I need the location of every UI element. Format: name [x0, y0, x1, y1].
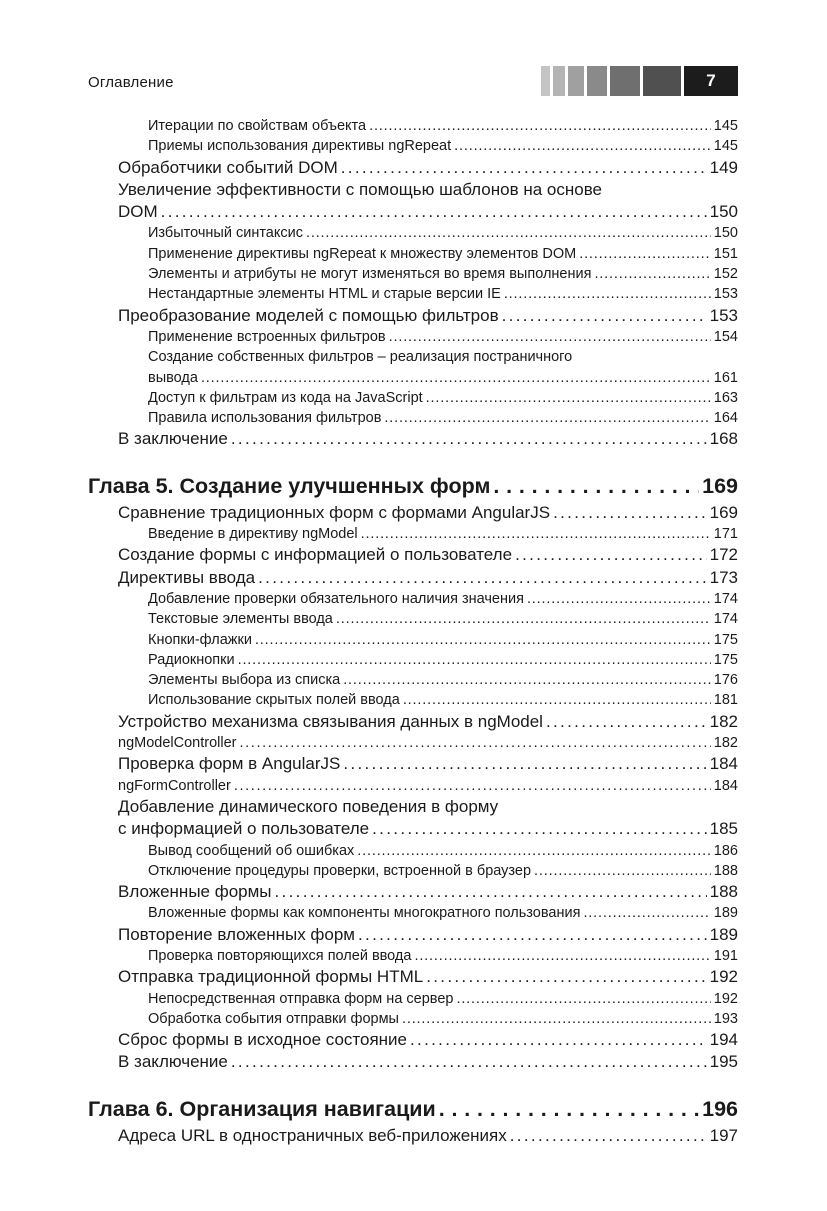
page-header [88, 66, 738, 96]
toc-entry-page: 150 [713, 225, 738, 242]
toc-entry-title: Применение встроенных фильтров [148, 328, 386, 345]
toc-entry-title: Текстовые элементы ввода [148, 611, 333, 628]
toc-entry[interactable] [88, 1051, 738, 1073]
toc-entry[interactable] [88, 690, 738, 710]
chapter-page: 196 [702, 1096, 738, 1121]
dot-leader [231, 1051, 707, 1073]
dot-leader [358, 924, 707, 946]
dot-leader [306, 223, 711, 243]
toc-entry-title: Проверка повторяющихся полей ввода [148, 947, 412, 964]
chapter-title: Глава 5. Создание улучшенных форм [88, 473, 491, 498]
toc-entry-page: 168 [709, 429, 738, 449]
toc-entry[interactable] [88, 428, 738, 450]
toc-entry-page: 164 [713, 410, 738, 427]
toc-entry-title: Элементы выбора из списка [148, 672, 341, 689]
toc-entry-title: ngModelController [118, 735, 237, 752]
toc-entry[interactable] [88, 388, 738, 408]
toc-entry[interactable] [88, 408, 738, 428]
toc-entry-title: Радиокнопки [148, 651, 235, 668]
toc-entry[interactable] [88, 924, 738, 946]
page-number: 7 [684, 66, 738, 96]
dot-leader [579, 244, 711, 264]
dot-leader [238, 650, 711, 670]
dot-leader [258, 567, 706, 589]
toc-entry-title: ngFormController [118, 777, 231, 794]
dot-leader [275, 881, 707, 903]
toc-entry[interactable] [88, 818, 738, 840]
chapter-page: 169 [702, 473, 738, 498]
toc-entry-page: 151 [713, 245, 738, 262]
toc-entry-page: 194 [709, 1030, 738, 1050]
dot-leader [361, 524, 711, 544]
toc-entry-title: Применение директивы ngRepeat к множеству элементов DOM [148, 245, 577, 262]
toc-entry[interactable] [88, 881, 738, 903]
toc-entry-title: Вложенные формы [118, 882, 272, 902]
dot-leader [510, 1125, 707, 1147]
toc-chapter-6[interactable] [88, 1095, 738, 1123]
toc-entry[interactable] [88, 841, 738, 861]
toc-entry-page: 175 [713, 631, 738, 648]
toc-entry-page: 181 [713, 692, 738, 709]
dot-leader [515, 544, 707, 566]
toc-entry[interactable] [88, 157, 738, 179]
toc-entry[interactable] [88, 567, 738, 589]
toc-entry-first-line[interactable]: Увеличение эффективности с помощью шаблонов на основе [118, 179, 602, 199]
toc-entry[interactable] [88, 861, 738, 881]
toc-entry-page: 184 [709, 754, 738, 774]
toc-entry[interactable] [88, 305, 738, 327]
toc-entry[interactable] [88, 1009, 738, 1029]
toc-entry-title: с информацией о пользователе [118, 819, 370, 839]
toc-entry-title: Избыточный синтаксис [148, 225, 303, 242]
toc-entry[interactable] [88, 544, 738, 566]
dot-leader [553, 502, 707, 524]
toc-entry-title: Правила использования фильтров [148, 410, 382, 427]
toc-entry-page: 163 [713, 389, 738, 406]
toc-entry-page: 193 [713, 1010, 738, 1027]
toc-entry-title: В заключение [118, 429, 228, 449]
header-bar [610, 66, 640, 96]
dot-leader [527, 589, 711, 609]
toc-entry[interactable] [88, 524, 738, 544]
dot-leader [403, 690, 711, 710]
toc-entry[interactable] [88, 116, 738, 136]
toc-entry[interactable] [88, 966, 738, 988]
toc-entry[interactable] [88, 650, 738, 670]
dot-leader [341, 157, 707, 179]
toc-entry-page: 174 [713, 611, 738, 628]
toc-entry[interactable] [88, 223, 738, 243]
dot-leader [357, 841, 711, 861]
toc-entry[interactable] [88, 903, 738, 923]
toc-entry[interactable] [88, 630, 738, 650]
header-decoration [538, 66, 738, 96]
dot-leader [534, 861, 711, 881]
header-bar [541, 66, 550, 96]
dot-leader [456, 989, 710, 1009]
toc-entry-page: 188 [713, 862, 738, 879]
toc-entry-title: Сброс формы в исходное состояние [118, 1030, 407, 1050]
toc-entry-page: 169 [709, 502, 738, 522]
toc-entry[interactable] [88, 264, 738, 284]
dot-leader [231, 428, 707, 450]
toc-entry-page: 145 [713, 118, 738, 134]
toc-entry[interactable] [88, 711, 738, 733]
toc-entry[interactable] [88, 989, 738, 1009]
toc-entry-page: 188 [709, 882, 738, 902]
dot-leader [372, 818, 706, 840]
toc-entry-page: 192 [709, 967, 738, 987]
toc-entry-page: 189 [713, 905, 738, 922]
toc-entry[interactable] [88, 670, 738, 690]
toc-entry-title: DOM [118, 202, 158, 222]
header-bar [568, 66, 584, 96]
toc-entry[interactable] [88, 327, 738, 347]
toc-entry-page: 150 [709, 202, 738, 222]
toc-entry-title: Обработка события отправки формы [148, 1010, 399, 1027]
toc-entry[interactable] [88, 502, 738, 524]
header-bar [553, 66, 565, 96]
toc-entry-page: 186 [713, 842, 738, 859]
toc-entry-title: Приемы использования директивы ngRepeat [148, 138, 452, 155]
toc-entry-title: Преобразование моделей с помощью фильтров [118, 305, 499, 325]
toc-entry-title: Итерации по свойствам объекта [148, 118, 367, 134]
toc-entry-page: 176 [713, 672, 738, 689]
dot-leader [343, 670, 711, 690]
table-of-contents [88, 116, 738, 1147]
dot-leader [426, 388, 711, 408]
dot-leader [439, 1095, 699, 1123]
toc-entry-title: Директивы ввода [118, 567, 256, 587]
toc-entry-page: 175 [713, 651, 738, 668]
toc-entry-title: Кнопки-флажки [148, 631, 252, 648]
dot-leader [504, 284, 711, 304]
toc-entry-title: Добавление проверки обязательного наличия значения [148, 590, 524, 607]
toc-entry[interactable] [88, 1029, 738, 1051]
toc-entry-title: Отправка традиционной формы HTML [118, 967, 424, 987]
dot-leader [255, 630, 711, 650]
toc-entry-page: 154 [713, 328, 738, 345]
dot-leader [546, 711, 707, 733]
dot-leader [201, 368, 711, 388]
dot-leader [369, 116, 711, 136]
chapter-title: Глава 6. Организация навигации [88, 1096, 436, 1121]
toc-entry-page: 197 [709, 1125, 738, 1145]
spacer [88, 451, 738, 472]
toc-entry-title: Непосредственная отправка форм на сервер [148, 990, 454, 1007]
toc-entry-page: 145 [713, 138, 738, 155]
toc-entry-title: Доступ к фильтрам из кода на JavaScript [148, 389, 423, 406]
toc-entry-title: Адреса URL в одностраничных веб-приложениях [118, 1125, 507, 1145]
toc-entry[interactable] [88, 946, 738, 966]
toc-entry-page: 153 [713, 286, 738, 303]
toc-chapter-5[interactable] [88, 472, 738, 500]
toc-entry[interactable] [88, 589, 738, 609]
toc-entry-page: 182 [709, 711, 738, 731]
toc-entry-title: Вывод сообщений об ошибках [148, 842, 355, 859]
dot-leader [161, 201, 707, 223]
dot-leader [239, 733, 710, 753]
toc-entry-page: 172 [709, 545, 738, 565]
toc-entry[interactable] [88, 244, 738, 264]
spacer [88, 1074, 738, 1095]
toc-entry[interactable] [88, 1125, 738, 1147]
toc-entry-title: Использование скрытых полей ввода [148, 692, 400, 709]
dot-leader [414, 946, 710, 966]
toc-entry-page: 191 [713, 947, 738, 964]
toc-entry-page: 173 [709, 567, 738, 587]
toc-entry[interactable] [88, 609, 738, 629]
toc-entry-title: Повторение вложенных форм [118, 924, 355, 944]
toc-entry-page: 149 [709, 157, 738, 177]
toc-entry[interactable] [88, 136, 738, 156]
toc-entry[interactable] [88, 201, 738, 223]
dot-leader [426, 966, 706, 988]
dot-leader [336, 609, 711, 629]
toc-entry[interactable] [88, 753, 738, 775]
header-bar [643, 66, 681, 96]
toc-entry-title: Отключение процедуры проверки, встроенной в браузер [148, 862, 532, 879]
toc-entry-title: В заключение [118, 1052, 228, 1072]
toc-entry-title: Обработчики событий DOM [118, 157, 338, 177]
toc-entry[interactable] [88, 368, 738, 388]
toc-entry-title: Элементы и атрибуты не могут изменяться во время выполнения [148, 266, 592, 283]
header-bar [587, 66, 607, 96]
toc-entry-page: 189 [709, 924, 738, 944]
toc-entry-title: Проверка форм в AngularJS [118, 754, 341, 774]
toc-entry-title: вывода [148, 369, 198, 386]
dot-leader [234, 776, 711, 796]
toc-entry-title: Сравнение традиционных форм с формами AngularJS [118, 502, 551, 522]
toc-entry-first-line[interactable]: Добавление динамического поведения в форму [118, 796, 499, 816]
toc-entry[interactable] [88, 284, 738, 304]
toc-entry-page: 171 [713, 526, 738, 543]
toc-entry-page: 153 [709, 305, 738, 325]
toc-entry-title: Создание формы с информацией о пользователе [118, 545, 513, 565]
toc-entry-page: 195 [709, 1052, 738, 1072]
dot-leader [493, 472, 699, 500]
toc-entry-title: Введение в директиву ngModel [148, 526, 358, 543]
dot-leader [389, 327, 711, 347]
dot-leader [410, 1029, 707, 1051]
dot-leader [454, 136, 711, 156]
dot-leader [384, 408, 710, 428]
toc-entry-page: 185 [709, 819, 738, 839]
dot-leader [502, 305, 707, 327]
toc-entry-page: 182 [713, 735, 738, 752]
toc-entry-title: Устройство механизма связывания данных в ngModel [118, 711, 543, 731]
toc-entry-title: Вложенные формы как компоненты многократного пользования [148, 905, 581, 922]
toc-entry-title: Нестандартные элементы HTML и старые версии IE [148, 286, 501, 303]
toc-entry-page: 161 [713, 369, 738, 386]
dot-leader [583, 903, 710, 923]
dot-leader [343, 753, 706, 775]
toc-entry-first-line[interactable]: Создание собственных фильтров – реализация постраничного [148, 349, 573, 366]
toc-entry-page: 174 [713, 590, 738, 607]
toc-entry[interactable] [88, 733, 738, 753]
toc-entry-page: 192 [713, 990, 738, 1007]
dot-leader [402, 1009, 711, 1029]
toc-entry-page: 152 [713, 266, 738, 283]
toc-entry[interactable] [88, 776, 738, 796]
dot-leader [594, 264, 710, 284]
running-header-title: Оглавление [88, 74, 174, 91]
toc-entry-page: 184 [713, 777, 738, 794]
